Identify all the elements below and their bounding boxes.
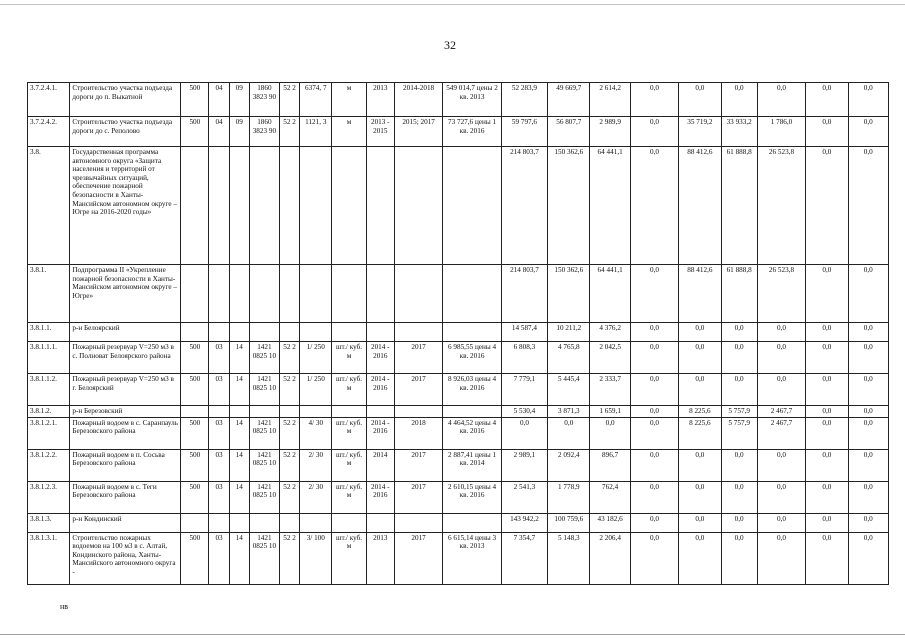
cell-total-2018: 0,0 <box>848 406 888 418</box>
cell-other-2017: 0,0 <box>806 481 848 513</box>
cell-row-code: 3.8.1.2.1. <box>28 417 70 449</box>
cell-capacity: 2/ 30 <box>300 449 332 481</box>
cell-local-2017: 0,0 <box>757 374 805 406</box>
cell-unit: шт./ куб. м <box>332 417 366 449</box>
cell-regional-2016: 5 148,3 <box>548 532 590 584</box>
cell-grbs-code <box>181 265 209 323</box>
cell-section-code <box>209 147 229 265</box>
scan-top-edge <box>0 4 905 5</box>
cell-expense-type: 52 2 <box>280 417 300 449</box>
cell-unit <box>332 513 366 532</box>
table-row <box>28 83 889 117</box>
cell-local-2017: 26 523,8 <box>757 147 805 265</box>
cell-expense-type: 52 2 <box>280 449 300 481</box>
cell-local-2016: 64 441,1 <box>590 265 630 323</box>
cell-total-2017: 0,0 <box>679 532 721 584</box>
cell-start-year: 2014 - 2016 <box>366 342 394 374</box>
cell-row-code: 3.7.2.4.1. <box>28 83 70 117</box>
cell-local-2017: 0,0 <box>757 481 805 513</box>
cell-target-article: 1421 0825 10 <box>249 532 279 584</box>
cell-capacity <box>300 147 332 265</box>
cell-total-2016: 214 803,7 <box>501 147 547 265</box>
cell-target-article: 1421 0825 10 <box>249 342 279 374</box>
cell-total-2016: 52 283,9 <box>501 83 547 117</box>
cell-total-2017: 88 412,6 <box>679 265 721 323</box>
cell-start-year <box>366 323 394 342</box>
cell-total-2017: 0,0 <box>679 323 721 342</box>
cell-local-2017: 2 467,7 <box>757 406 805 418</box>
cell-estimated-cost: 549 014,7 цены 2 кв. 2013 <box>443 83 501 117</box>
cell-subsection-code <box>229 406 249 418</box>
cell-total-2018: 0,0 <box>848 117 888 147</box>
cell-target-article <box>249 147 279 265</box>
cell-regional-2017: 0,0 <box>721 513 757 532</box>
cell-total-2016: 2 989,1 <box>501 449 547 481</box>
table-row <box>28 374 889 406</box>
cell-row-code: 3.8.1.1.1. <box>28 342 70 374</box>
cell-estimated-cost: 6 985,55 цены 4 кв. 2016 <box>443 342 501 374</box>
cell-unit: шт./ куб. м <box>332 342 366 374</box>
cell-total-2017: 0,0 <box>679 342 721 374</box>
cell-section-code: 03 <box>209 374 229 406</box>
cell-local-2016: 1 659,1 <box>590 406 630 418</box>
cell-local-2017: 2 467,7 <box>757 417 805 449</box>
cell-local-2016: 0,0 <box>590 417 630 449</box>
cell-target-article: 1860 3823 90 <box>249 117 279 147</box>
table-row <box>28 532 889 584</box>
cell-other-2016: 0,0 <box>630 147 678 265</box>
cell-total-2016: 0,0 <box>501 417 547 449</box>
cell-regional-2017: 0,0 <box>721 481 757 513</box>
cell-total-2016: 2 541,3 <box>501 481 547 513</box>
cell-total-2017: 0,0 <box>679 481 721 513</box>
cell-regional-2017: 0,0 <box>721 342 757 374</box>
cell-regional-2016: 3 871,3 <box>548 406 590 418</box>
cell-completion-term <box>394 265 442 323</box>
cell-start-year <box>366 406 394 418</box>
cell-local-2017: 0,0 <box>757 342 805 374</box>
cell-local-2016: 2 042,5 <box>590 342 630 374</box>
cell-section-code: 03 <box>209 449 229 481</box>
cell-unit: м <box>332 117 366 147</box>
cell-object-name: Пожарный резервуар V=250 м3 в с. Полноват Белоярского района <box>70 342 181 374</box>
cell-row-code: 3.8.1.3. <box>28 513 70 532</box>
cell-expense-type <box>280 265 300 323</box>
cell-other-2017: 0,0 <box>806 406 848 418</box>
cell-local-2017: 26 523,8 <box>757 265 805 323</box>
cell-unit: шт./ куб. м <box>332 449 366 481</box>
cell-total-2016: 7 779,1 <box>501 374 547 406</box>
cell-other-2016: 0,0 <box>630 83 678 117</box>
cell-estimated-cost: 8 926,03 цены 4 кв. 2016 <box>443 374 501 406</box>
cell-grbs-code: 500 <box>181 83 209 117</box>
cell-start-year: 2013 <box>366 532 394 584</box>
cell-object-name: Пожарный водоем в п. Сосьва Березовского района <box>70 449 181 481</box>
cell-regional-2016: 150 362,6 <box>548 147 590 265</box>
cell-local-2016: 2 614,2 <box>590 83 630 117</box>
cell-object-name: р-н Кондинский <box>70 513 181 532</box>
cell-grbs-code: 500 <box>181 342 209 374</box>
cell-section-code <box>209 323 229 342</box>
cell-regional-2016: 150 362,6 <box>548 265 590 323</box>
cell-start-year <box>366 513 394 532</box>
cell-local-2017: 0,0 <box>757 513 805 532</box>
cell-target-article <box>249 513 279 532</box>
cell-total-2016: 214 803,7 <box>501 265 547 323</box>
cell-total-2018: 0,0 <box>848 83 888 117</box>
cell-total-2017: 0,0 <box>679 513 721 532</box>
cell-completion-term: 2015; 2017 <box>394 117 442 147</box>
cell-estimated-cost <box>443 513 501 532</box>
cell-regional-2016: 56 807,7 <box>548 117 590 147</box>
cell-other-2017: 0,0 <box>806 417 848 449</box>
cell-row-code: 3.8.1. <box>28 265 70 323</box>
cell-total-2017: 88 412,6 <box>679 147 721 265</box>
cell-total-2017: 8 225,6 <box>679 417 721 449</box>
cell-grbs-code: 500 <box>181 449 209 481</box>
cell-grbs-code <box>181 406 209 418</box>
cell-expense-type: 52 2 <box>280 83 300 117</box>
cell-target-article: 1421 0825 10 <box>249 449 279 481</box>
cell-expense-type: 52 2 <box>280 374 300 406</box>
cell-completion-term: 2014-2018 <box>394 83 442 117</box>
cell-target-article: 1421 0825 10 <box>249 481 279 513</box>
cell-section-code: 03 <box>209 481 229 513</box>
cell-section-code: 03 <box>209 342 229 374</box>
cell-start-year <box>366 147 394 265</box>
cell-regional-2016: 5 445,4 <box>548 374 590 406</box>
cell-other-2016: 0,0 <box>630 342 678 374</box>
cell-other-2016: 0,0 <box>630 406 678 418</box>
cell-total-2018: 0,0 <box>848 513 888 532</box>
cell-capacity: 1/ 250 <box>300 342 332 374</box>
cell-other-2016: 0,0 <box>630 265 678 323</box>
cell-total-2018: 0,0 <box>848 147 888 265</box>
cell-object-name: Строительство участка подъезда дороги до п. Выкатной <box>70 83 181 117</box>
cell-grbs-code <box>181 147 209 265</box>
cell-section-code: 03 <box>209 532 229 584</box>
cell-section-code: 04 <box>209 83 229 117</box>
cell-subsection-code: 14 <box>229 481 249 513</box>
cell-object-name: р-н Березовский <box>70 406 181 418</box>
cell-estimated-cost: 2 610,15 цены 4 кв. 2016 <box>443 481 501 513</box>
cell-target-article <box>249 265 279 323</box>
cell-other-2017: 0,0 <box>806 147 848 265</box>
cell-object-name: Строительство пожарных водоемов на 100 м3 в с. Алтай, Кондинского района, Ханты-Мансийского автономного округа - <box>70 532 181 584</box>
cell-unit <box>332 323 366 342</box>
table-row <box>28 513 889 532</box>
cell-regional-2016: 49 669,7 <box>548 83 590 117</box>
cell-total-2018: 0,0 <box>848 265 888 323</box>
cell-other-2016: 0,0 <box>630 117 678 147</box>
cell-local-2017: 0,0 <box>757 83 805 117</box>
cell-grbs-code: 500 <box>181 481 209 513</box>
cell-total-2016: 6 808,3 <box>501 342 547 374</box>
cell-row-code: 3.8.1.2.3. <box>28 481 70 513</box>
cell-grbs-code: 500 <box>181 532 209 584</box>
cell-local-2016: 64 441,1 <box>590 147 630 265</box>
cell-subsection-code: 14 <box>229 532 249 584</box>
table-row <box>28 342 889 374</box>
cell-total-2018: 0,0 <box>848 481 888 513</box>
cell-total-2016: 7 354,7 <box>501 532 547 584</box>
cell-estimated-cost: 2 887,41 цены 1 кв. 2014 <box>443 449 501 481</box>
cell-estimated-cost: 4 464,52 цены 4 кв. 2016 <box>443 417 501 449</box>
cell-subsection-code: 14 <box>229 417 249 449</box>
cell-completion-term: 2017 <box>394 532 442 584</box>
cell-local-2016: 2 333,7 <box>590 374 630 406</box>
cell-start-year: 2013 <box>366 83 394 117</box>
page-number: 32 <box>444 38 456 52</box>
cell-subsection-code <box>229 323 249 342</box>
cell-object-name: Государственная программа автономного округа «Защита населения и территорий от чрезвычайных ситуаций, обеспечение пожарной безопасности в Ханты-Мансийском автономном округе – Югре на 2016-2020 годы» <box>70 147 181 265</box>
cell-total-2017: 8 225,6 <box>679 406 721 418</box>
cell-expense-type: 52 2 <box>280 481 300 513</box>
cell-unit: шт./ куб. м <box>332 532 366 584</box>
cell-row-code: 3.8. <box>28 147 70 265</box>
cell-capacity <box>300 513 332 532</box>
cell-estimated-cost <box>443 147 501 265</box>
cell-regional-2017: 0,0 <box>721 532 757 584</box>
cell-capacity <box>300 406 332 418</box>
cell-row-code: 3.8.1.1. <box>28 323 70 342</box>
cell-expense-type: 52 2 <box>280 342 300 374</box>
cell-local-2016: 762,4 <box>590 481 630 513</box>
cell-section-code: 04 <box>209 117 229 147</box>
cell-estimated-cost <box>443 323 501 342</box>
cell-regional-2016: 0,0 <box>548 417 590 449</box>
table-row <box>28 406 889 418</box>
cell-grbs-code <box>181 323 209 342</box>
cell-regional-2017: 61 888,8 <box>721 265 757 323</box>
cell-regional-2017: 61 888,8 <box>721 147 757 265</box>
cell-completion-term <box>394 147 442 265</box>
cell-grbs-code: 500 <box>181 117 209 147</box>
cell-subsection-code: 14 <box>229 374 249 406</box>
cell-local-2016: 2 989,9 <box>590 117 630 147</box>
cell-total-2018: 0,0 <box>848 374 888 406</box>
table-row <box>28 265 889 323</box>
cell-start-year: 2013 - 2015 <box>366 117 394 147</box>
cell-capacity <box>300 323 332 342</box>
cell-completion-term <box>394 406 442 418</box>
cell-local-2017: 0,0 <box>757 323 805 342</box>
cell-row-code: 3.8.1.3.1. <box>28 532 70 584</box>
cell-total-2018: 0,0 <box>848 532 888 584</box>
cell-object-name: Строительство участка подъезда дороги до с. Реполово <box>70 117 181 147</box>
cell-regional-2016: 2 092,4 <box>548 449 590 481</box>
cell-total-2016: 5 530,4 <box>501 406 547 418</box>
cell-grbs-code: 500 <box>181 374 209 406</box>
cell-local-2016: 4 376,2 <box>590 323 630 342</box>
cell-capacity: 1/ 250 <box>300 374 332 406</box>
cell-estimated-cost: 73 727,6 цены 1 кв. 2016 <box>443 117 501 147</box>
cell-completion-term <box>394 513 442 532</box>
cell-completion-term: 2017 <box>394 449 442 481</box>
cell-other-2017: 0,0 <box>806 374 848 406</box>
cell-other-2017: 0,0 <box>806 342 848 374</box>
cell-regional-2017: 0,0 <box>721 323 757 342</box>
cell-total-2018: 0,0 <box>848 449 888 481</box>
cell-object-name: Пожарный водоем в с. Саранпауль Березовского района <box>70 417 181 449</box>
cell-local-2016: 896,7 <box>590 449 630 481</box>
cell-grbs-code <box>181 513 209 532</box>
cell-other-2016: 0,0 <box>630 417 678 449</box>
cell-subsection-code <box>229 265 249 323</box>
cell-expense-type <box>280 323 300 342</box>
cell-capacity: 3/ 100 <box>300 532 332 584</box>
cell-expense-type <box>280 147 300 265</box>
cell-other-2017: 0,0 <box>806 323 848 342</box>
footnote-mark: нв <box>60 602 69 611</box>
cell-capacity: 4/ 30 <box>300 417 332 449</box>
cell-completion-term: 2017 <box>394 481 442 513</box>
cell-completion-term: 2017 <box>394 374 442 406</box>
cell-regional-2016: 10 211,2 <box>548 323 590 342</box>
cell-section-code: 03 <box>209 417 229 449</box>
cell-other-2017: 0,0 <box>806 532 848 584</box>
cell-capacity: 1121, 3 <box>300 117 332 147</box>
cell-completion-term <box>394 323 442 342</box>
cell-total-2016: 14 587,4 <box>501 323 547 342</box>
cell-local-2016: 43 182,6 <box>590 513 630 532</box>
cell-local-2016: 2 206,4 <box>590 532 630 584</box>
cell-start-year <box>366 265 394 323</box>
cell-target-article: 1860 3823 90 <box>249 83 279 117</box>
cell-unit: шт./ куб. м <box>332 481 366 513</box>
cell-other-2017: 0,0 <box>806 265 848 323</box>
table-row <box>28 323 889 342</box>
cell-total-2017: 0,0 <box>679 449 721 481</box>
cell-unit: шт./ куб. м <box>332 374 366 406</box>
cell-regional-2016: 4 765,8 <box>548 342 590 374</box>
cell-section-code <box>209 265 229 323</box>
cell-other-2016: 0,0 <box>630 449 678 481</box>
cell-unit <box>332 406 366 418</box>
cell-row-code: 3.8.1.2. <box>28 406 70 418</box>
cell-completion-term: 2018 <box>394 417 442 449</box>
cell-start-year: 2014 - 2016 <box>366 481 394 513</box>
cell-subsection-code <box>229 147 249 265</box>
cell-regional-2017: 33 933,2 <box>721 117 757 147</box>
cell-subsection-code: 14 <box>229 342 249 374</box>
cell-target-article: 1421 0825 10 <box>249 417 279 449</box>
cell-capacity: 2/ 30 <box>300 481 332 513</box>
cell-expense-type <box>280 406 300 418</box>
cell-start-year: 2014 - 2016 <box>366 374 394 406</box>
cell-total-2016: 143 942,2 <box>501 513 547 532</box>
cell-total-2017: 0,0 <box>679 83 721 117</box>
cell-local-2017: 0,0 <box>757 449 805 481</box>
cell-total-2017: 0,0 <box>679 374 721 406</box>
cell-estimated-cost <box>443 406 501 418</box>
cell-capacity: 6374, 7 <box>300 83 332 117</box>
cell-subsection-code: 09 <box>229 83 249 117</box>
cell-other-2016: 0,0 <box>630 513 678 532</box>
cell-unit <box>332 147 366 265</box>
cell-total-2016: 59 797,6 <box>501 117 547 147</box>
scan-bottom-edge <box>0 634 905 635</box>
cell-start-year: 2014 - 2016 <box>366 417 394 449</box>
cell-other-2017: 0,0 <box>806 83 848 117</box>
cell-estimated-cost: 6 615,14 цены 3 кв. 2013 <box>443 532 501 584</box>
cell-completion-term: 2017 <box>394 342 442 374</box>
cell-other-2016: 0,0 <box>630 532 678 584</box>
cell-target-article <box>249 406 279 418</box>
cell-grbs-code: 500 <box>181 417 209 449</box>
table-row <box>28 481 889 513</box>
cell-target-article: 1421 0825 10 <box>249 374 279 406</box>
cell-start-year: 2014 <box>366 449 394 481</box>
cell-section-code <box>209 406 229 418</box>
cell-unit: м <box>332 83 366 117</box>
cell-target-article <box>249 323 279 342</box>
cell-total-2018: 0,0 <box>848 342 888 374</box>
cell-other-2017: 0,0 <box>806 449 848 481</box>
cell-expense-type: 52 2 <box>280 117 300 147</box>
cell-row-code: 3.8.1.1.2. <box>28 374 70 406</box>
cell-other-2017: 0,0 <box>806 513 848 532</box>
cell-section-code <box>209 513 229 532</box>
cell-regional-2017: 5 757,9 <box>721 417 757 449</box>
cell-estimated-cost <box>443 265 501 323</box>
cell-local-2017: 1 786,0 <box>757 117 805 147</box>
cell-regional-2017: 0,0 <box>721 374 757 406</box>
cell-local-2017: 0,0 <box>757 532 805 584</box>
cell-expense-type: 52 2 <box>280 532 300 584</box>
table-row <box>28 449 889 481</box>
cell-other-2017: 0,0 <box>806 117 848 147</box>
table-row <box>28 147 889 265</box>
cell-total-2017: 35 719,2 <box>679 117 721 147</box>
cell-expense-type <box>280 513 300 532</box>
cell-subsection-code: 14 <box>229 449 249 481</box>
cell-regional-2016: 1 778,9 <box>548 481 590 513</box>
cell-object-name: Пожарный резервуар V=250 м3 в г. Белоярский <box>70 374 181 406</box>
cell-regional-2017: 0,0 <box>721 83 757 117</box>
cell-regional-2016: 100 759,6 <box>548 513 590 532</box>
cell-object-name: Пожарный водоем в с. Теги Березовского района <box>70 481 181 513</box>
cell-total-2018: 0,0 <box>848 417 888 449</box>
program-table <box>27 82 889 585</box>
cell-other-2016: 0,0 <box>630 323 678 342</box>
cell-capacity <box>300 265 332 323</box>
cell-other-2016: 0,0 <box>630 374 678 406</box>
table-row <box>28 417 889 449</box>
cell-unit <box>332 265 366 323</box>
cell-total-2018: 0,0 <box>848 323 888 342</box>
cell-subsection-code: 09 <box>229 117 249 147</box>
table-row <box>28 117 889 147</box>
cell-regional-2017: 5 757,9 <box>721 406 757 418</box>
cell-subsection-code <box>229 513 249 532</box>
cell-row-code: 3.7.2.4.2. <box>28 117 70 147</box>
cell-other-2016: 0,0 <box>630 481 678 513</box>
cell-row-code: 3.8.1.2.2. <box>28 449 70 481</box>
cell-object-name: р-н Белоярский <box>70 323 181 342</box>
cell-object-name: Подпрограмма II «Укрепление пожарной безопасности в Ханты-Мансийском автономном округе – Югре» <box>70 265 181 323</box>
cell-regional-2017: 0,0 <box>721 449 757 481</box>
